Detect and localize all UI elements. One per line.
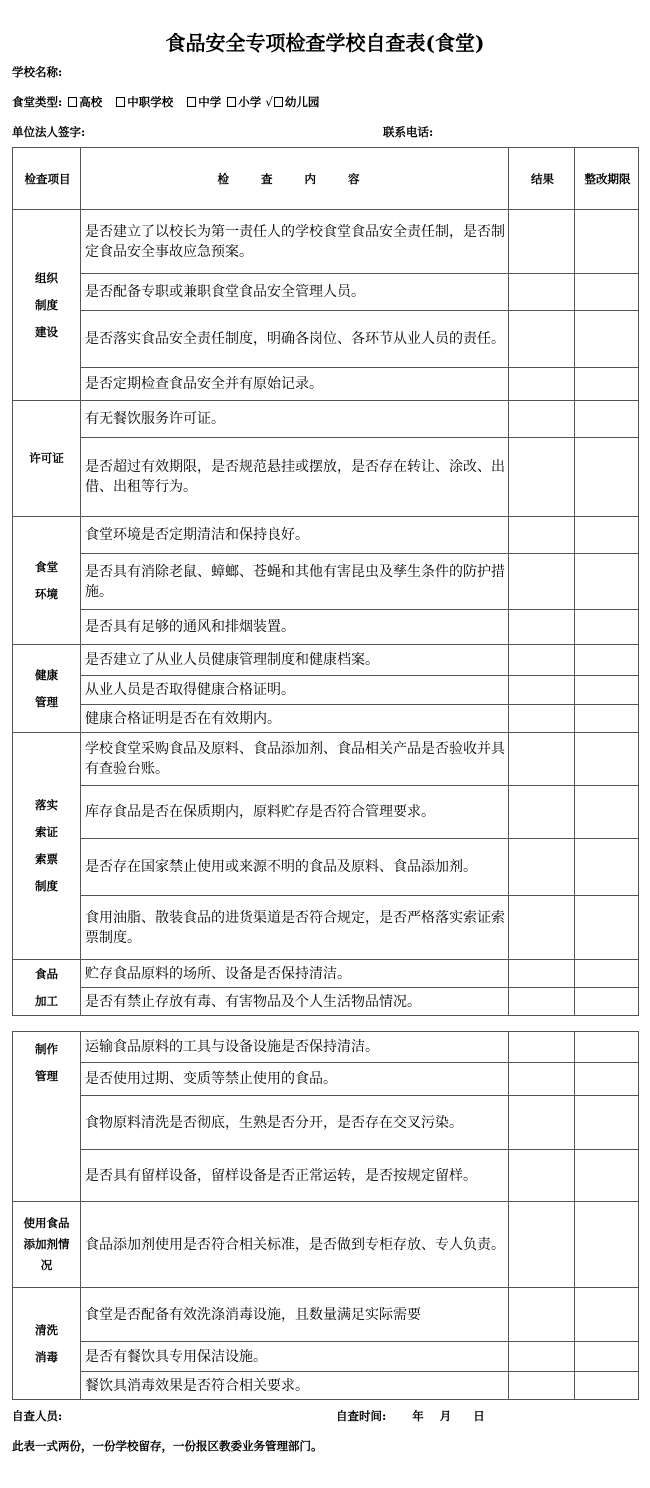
deadline-cell[interactable] [575, 610, 639, 645]
table-row [13, 438, 639, 517]
table-row [13, 1202, 639, 1288]
check-content: 是否具有消除老鼠、蟑螂、苍蝇和其他有害昆虫及孳生条件的防护措施。 [81, 554, 509, 610]
table-row [13, 517, 639, 554]
category-line: 况 [40, 1258, 53, 1272]
deadline-cell[interactable] [575, 705, 639, 733]
deadline-cell[interactable] [575, 401, 639, 438]
option-label: 中学 [198, 95, 222, 109]
table-row [13, 274, 639, 311]
checkbox-gaoxiao[interactable] [68, 97, 77, 107]
result-cell[interactable] [509, 1288, 575, 1342]
result-cell[interactable] [509, 368, 575, 401]
legal-rep-label: 单位法人签字: [12, 125, 86, 139]
result-cell[interactable] [509, 676, 575, 705]
option-label: 小学 [238, 95, 262, 109]
header-deadline: 整改期限 [575, 148, 639, 210]
date-day-unit: 日 [473, 1409, 485, 1423]
category-line: 落实 [35, 798, 58, 812]
deadline-cell[interactable] [575, 786, 639, 839]
category-line: 索证 [35, 825, 58, 839]
result-cell[interactable] [509, 988, 575, 1016]
category-line: 食堂 [35, 559, 58, 574]
deadline-cell[interactable] [575, 517, 639, 554]
result-cell[interactable] [509, 1150, 575, 1202]
check-content: 库存食品是否在保质期内，原料贮存是否符合管理要求。 [81, 786, 509, 839]
footer-note: 此表一式两份，一份学校留存，一份报区教委业务管理部门。 [12, 1439, 323, 1453]
table-row [13, 645, 639, 676]
check-content: 学校食堂采购食品及原料、食品添加剂、食品相关产品是否验收并具有查验台账。 [81, 733, 509, 786]
category-cell [13, 1202, 81, 1288]
checkbox-xiaoxue[interactable] [227, 97, 236, 107]
result-cell[interactable] [509, 401, 575, 438]
category-line: 食品 [35, 966, 58, 981]
category-line: 加工 [35, 993, 58, 1008]
deadline-cell[interactable] [575, 988, 639, 1016]
result-cell[interactable] [509, 517, 575, 554]
check-mark: √ [265, 95, 273, 109]
canteen-type-label: 食堂类型: [12, 95, 63, 109]
page-title: 食品安全专项检查学校自查表(食堂) [165, 31, 485, 55]
table-row [13, 960, 639, 988]
category-line: 许可证 [29, 451, 64, 465]
table-row [13, 988, 639, 1016]
check-content: 是否有禁止存放有毒、有害物品及个人生活物品情况。 [81, 988, 509, 1016]
canteen-type-row [12, 94, 319, 110]
category-cell [13, 733, 81, 960]
deadline-cell[interactable] [575, 645, 639, 676]
deadline-cell[interactable] [575, 438, 639, 517]
category-cell [13, 960, 81, 1016]
table-row [13, 733, 639, 786]
result-cell[interactable] [509, 1342, 575, 1372]
table-row [13, 210, 639, 274]
check-content: 是否存在国家禁止使用或来源不明的食品及原料、食品添加剂。 [81, 839, 509, 896]
school-name-field [12, 64, 62, 80]
result-cell[interactable] [509, 311, 575, 368]
table-row [13, 705, 639, 733]
inspector-field [12, 1408, 62, 1424]
inspection-table-2 [12, 1031, 639, 1400]
deadline-cell[interactable] [575, 1063, 639, 1096]
table-row [13, 1032, 639, 1063]
check-content: 食品添加剂使用是否符合相关标准，是否做到专柜存放、专人负责。 [81, 1202, 509, 1288]
option-label: 高校 [79, 95, 103, 109]
deadline-cell[interactable] [575, 1288, 639, 1342]
result-cell[interactable] [509, 896, 575, 960]
checkbox-zhongxue[interactable] [187, 97, 196, 107]
deadline-cell[interactable] [575, 1342, 639, 1372]
category-line: 制度 [35, 297, 58, 312]
check-content: 是否定期检查食品安全并有原始记录。 [81, 368, 509, 401]
result-cell[interactable] [509, 1063, 575, 1096]
check-content: 是否有餐饮具专用保洁设施。 [81, 1342, 509, 1372]
table-row [13, 610, 639, 645]
category-line: 建设 [35, 324, 58, 339]
check-content: 是否具有留样设备，留样设备是否正常运转，是否按规定留样。 [81, 1150, 509, 1202]
deadline-cell[interactable] [575, 1032, 639, 1063]
check-content: 健康合格证明是否在有效期内。 [81, 705, 509, 733]
category-line: 健康 [35, 667, 58, 682]
check-content: 餐饮具消毒效果是否符合相关要求。 [81, 1372, 509, 1400]
category-line: 添加剂情 [23, 1237, 70, 1251]
option-label: 幼儿园 [284, 95, 320, 109]
deadline-cell[interactable] [575, 733, 639, 786]
table-row [13, 554, 639, 610]
phone-field [383, 124, 433, 140]
check-content: 贮存食品原料的场所、设备是否保持清洁。 [81, 960, 509, 988]
deadline-cell[interactable] [575, 274, 639, 311]
result-cell[interactable] [509, 210, 575, 274]
table-row [13, 311, 639, 368]
deadline-cell[interactable] [575, 210, 639, 274]
table-row [13, 896, 639, 960]
check-content: 是否建立了从业人员健康管理制度和健康档案。 [81, 645, 509, 676]
table-row [13, 401, 639, 438]
check-content: 运输食品原料的工具与设备设施是否保持清洁。 [81, 1032, 509, 1063]
category-line: 组织 [35, 270, 58, 285]
result-cell[interactable] [509, 645, 575, 676]
table-row [13, 1342, 639, 1372]
category-cell [13, 210, 81, 401]
check-content: 是否建立了以校长为第一责任人的学校食堂食品安全责任制，是否制定食品安全事故应急预案。 [81, 210, 509, 274]
date-field [336, 1408, 485, 1424]
header-content: 检 查 内 容 [81, 148, 509, 210]
table-row [13, 1150, 639, 1202]
result-cell[interactable] [509, 1032, 575, 1063]
table-row [13, 1288, 639, 1342]
category-cell [13, 645, 81, 733]
check-content: 食堂环境是否定期清洁和保持良好。 [81, 517, 509, 554]
deadline-cell[interactable] [575, 1096, 639, 1150]
category-line: 清洗 [35, 1322, 58, 1337]
category-line: 制作 [35, 1042, 58, 1056]
result-cell[interactable] [509, 1202, 575, 1288]
deadline-cell[interactable] [575, 1150, 639, 1202]
check-content: 是否使用过期、变质等禁止使用的食品。 [81, 1063, 509, 1096]
category-cell [13, 401, 81, 517]
date-label: 自查时间: [336, 1409, 387, 1423]
table-row [13, 839, 639, 896]
checkbox-zhongzhi[interactable] [116, 97, 125, 107]
table-row [13, 786, 639, 839]
legal-rep-field [12, 124, 85, 140]
result-cell[interactable] [509, 839, 575, 896]
result-cell[interactable] [509, 733, 575, 786]
category-line: 索票 [35, 852, 58, 866]
inspector-label: 自查人员: [12, 1409, 63, 1423]
category-line: 使用食品 [23, 1216, 70, 1230]
deadline-cell[interactable] [575, 1372, 639, 1400]
option-label: 中职学校 [127, 95, 174, 109]
result-cell[interactable] [509, 705, 575, 733]
header-item: 检查项目 [13, 148, 81, 210]
deadline-cell[interactable] [575, 960, 639, 988]
category-line: 管理 [35, 1069, 58, 1083]
table-row [13, 368, 639, 401]
check-content: 是否具有足够的通风和排烟装置。 [81, 610, 509, 645]
check-content: 从业人员是否取得健康合格证明。 [81, 676, 509, 705]
deadline-cell[interactable] [575, 896, 639, 960]
date-month-unit: 月 [439, 1409, 452, 1423]
deadline-cell[interactable] [575, 368, 639, 401]
result-cell[interactable] [509, 274, 575, 311]
result-cell[interactable] [509, 438, 575, 517]
deadline-cell[interactable] [575, 1202, 639, 1288]
table-row [13, 1096, 639, 1150]
date-year-unit: 年 [412, 1409, 424, 1423]
result-cell[interactable] [509, 960, 575, 988]
phone-label: 联系电话: [383, 125, 434, 139]
deadline-cell[interactable] [575, 676, 639, 705]
school-name-label: 学校名称: [12, 65, 63, 79]
category-line: 消毒 [35, 1349, 58, 1364]
deadline-cell[interactable] [575, 311, 639, 368]
result-cell[interactable] [509, 610, 575, 645]
check-content: 是否配备专职或兼职食堂食品安全管理人员。 [81, 274, 509, 311]
result-cell[interactable] [509, 786, 575, 839]
check-content: 是否落实食品安全责任制度，明确各岗位、各环节从业人员的责任。 [81, 311, 509, 368]
check-content: 食用油脂、散装食品的进货渠道是否符合规定，是否严格落实索证索票制度。 [81, 896, 509, 960]
category-cell [13, 1032, 81, 1202]
check-content: 食物原料清洗是否彻底，生熟是否分开，是否存在交叉污染。 [81, 1096, 509, 1150]
table-row [13, 1063, 639, 1096]
check-content: 是否超过有效期限，是否规范悬挂或摆放，是否存在转让、涂改、出借、出租等行为。 [81, 438, 509, 517]
category-cell [13, 1288, 81, 1400]
table-header-row [13, 148, 639, 210]
check-content: 食堂是否配备有效洗涤消毒设施，且数量满足实际需要 [81, 1288, 509, 1342]
result-cell[interactable] [509, 1372, 575, 1400]
check-content: 有无餐饮服务许可证。 [81, 401, 509, 438]
category-line: 制度 [35, 879, 58, 893]
table-row [13, 1372, 639, 1400]
result-cell[interactable] [509, 554, 575, 610]
deadline-cell[interactable] [575, 554, 639, 610]
table-row [13, 676, 639, 705]
category-line: 管理 [35, 694, 58, 709]
deadline-cell[interactable] [575, 839, 639, 896]
header-result: 结果 [509, 148, 575, 210]
checkbox-youeryuan[interactable] [274, 97, 283, 107]
inspection-table-1 [12, 147, 639, 1016]
category-line: 环境 [35, 586, 58, 601]
result-cell[interactable] [509, 1096, 575, 1150]
category-cell [13, 517, 81, 645]
